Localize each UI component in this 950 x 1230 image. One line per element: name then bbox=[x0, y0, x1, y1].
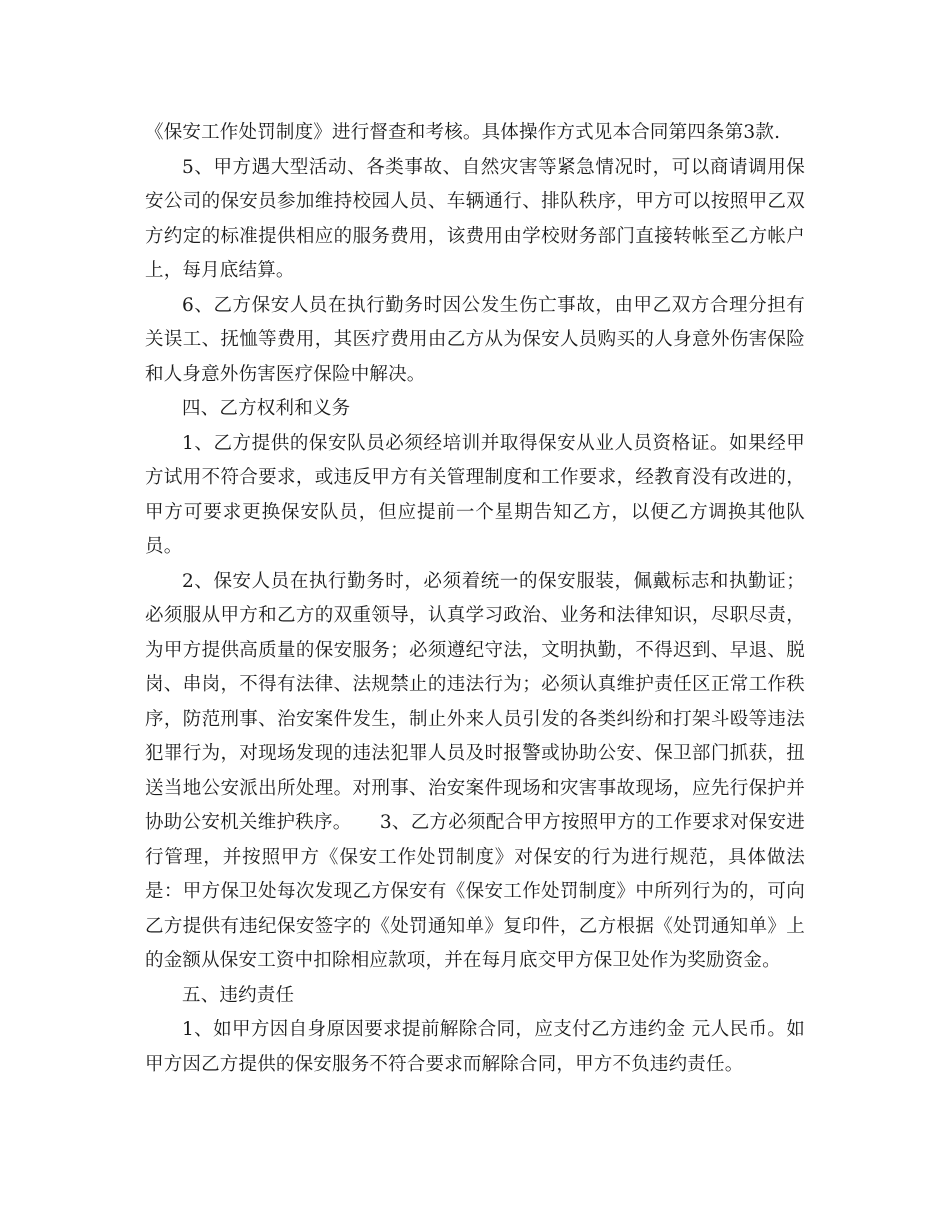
paragraph: 6、乙方保安人员在执行勤务时因公发生伤亡事故，由甲乙双方合理分担有关误工、抚恤等费用，其医疗费用由乙方从为保安人员购买的人身意外伤害保险和人身意外伤害医疗保险中解决。 bbox=[145, 294, 805, 385]
section-heading: 五、违约责任 bbox=[182, 984, 295, 1006]
paragraph: 2、保安人员在执行勤务时，必须着统一的保安服装，佩戴标志和执勤证；必须服从甲方和乙方的双重领导，认真学习政治、业务和法律知识，尽职尽责，为甲方提供高质量的保安服务；必须遵纪守法，文明执勤，不得迟到、早退、脱岗、串岗，不得有法律、法规禁止的违法行为；必须认真维护责任区正常工作秩序，防范刑事、治安案件发生，制止外来人员引发的各类纠纷和打架斗殴等违法犯罪行为，对现场发现的违法犯罪人员及时报警或协助公安、保卫部门抓获，扭送当地公安派出所处理。对刑事、治安案件现场和灾害事故现场，应先行保护并协助公安机关维护秩序。 3、乙方必须配合甲方按照甲方的工作要求对保安进行管理，并按照甲方《保安工作处罚制度》对保安的行为进行规范，具体做法是：甲方保卫处每次发现乙方保安有《保安工作处罚制度》中所列行为的，可向乙方提供有违纪保安签字的《处罚通知单》复印件，乙方根据《处罚通知单》上的金额从保安工资中扣除相应款项，并在每月底交甲方保卫处作为奖励资金。 bbox=[145, 570, 805, 971]
document-body bbox=[145, 116, 805, 1082]
paragraph: 1、如甲方因自身原因要求提前解除合同，应支付乙方违约金 元人民币。如甲方因乙方提供的保安服务不符合要求而解除合同，甲方不负违约责任。 bbox=[145, 1019, 805, 1075]
section-heading: 四、乙方权利和义务 bbox=[182, 398, 351, 419]
paragraph: 《保安工作处罚制度》进行督查和考核。具体操作方式见本合同第四条第3款. bbox=[145, 122, 781, 143]
paragraph: 1、乙方提供的保安队员必须经培训并取得保安从业人员资格证。如果经甲方试用不符合要求，或违反甲方有关管理制度和工作要求，经教育没有改进的，甲方可要求更换保安队员，但应提前一个星期告知乙方，以便乙方调换其他队员。 bbox=[145, 432, 805, 557]
paragraph: 5、甲方遇大型活动、各类事故、自然灾害等紧急情况时，可以商请调用保安公司的保安员参加维持校园人员、车辆通行、排队秩序，甲方可以按照甲乙双方约定的标准提供相应的服务费用，该费用由学校财务部门直接转帐至乙方帐户上，每月底结算。 bbox=[145, 156, 805, 281]
